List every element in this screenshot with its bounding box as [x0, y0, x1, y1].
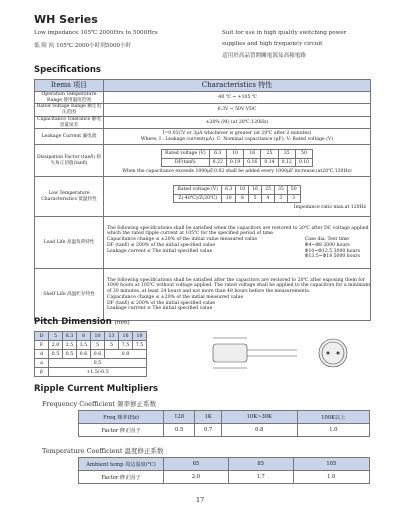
table-cell: 0.5: [164, 424, 195, 437]
table-cell: 3.5: [77, 341, 91, 350]
table-cell: 16: [244, 149, 261, 158]
table-cell: 8: [236, 194, 249, 203]
table-cell: 1K: [195, 411, 222, 424]
load-life-text: The following specifications shall be satisfied when the capacitors are restored to 20℃ after DC voltage applied which the rated ripple current at 105℃ for the specified period of time.: [107, 225, 369, 237]
col-items: Items 项目: [35, 80, 104, 92]
pitch-heading-text: Pitch Dimension: [34, 317, 112, 327]
tagline-right-2: supplies and high frequency circuit: [222, 41, 323, 47]
leakage-cell: [104, 129, 371, 145]
table-cell: 7.5: [133, 341, 147, 350]
table-cell: 18: [133, 332, 147, 341]
load-life-cell: [104, 217, 371, 269]
spec-item: Load Life 高温负荷特性: [35, 217, 104, 269]
table-cell: Rated voltage (V): [174, 185, 222, 194]
table-cell: 7.5: [119, 341, 133, 350]
table-cell: 5: [49, 332, 63, 341]
tagline-left-1: Low impedance 105℃ 2000Hrs to 5000Hrs: [34, 30, 158, 36]
table-cell: 65: [164, 458, 229, 471]
spec-item: Dissipation Factor (tanδ) 损失角正切值(tanδ): [35, 145, 104, 177]
table-cell: 50: [287, 185, 300, 194]
temperature-coefficient-title: Temperature Coefficient 温度修正系数: [42, 447, 164, 455]
table-cell: +1.5/-0.5: [49, 368, 147, 377]
dissipation-cell: [104, 145, 371, 177]
table-cell: 3: [274, 194, 287, 203]
table-cell: Rated voltage (V): [161, 149, 209, 158]
table-cell: 2.5: [63, 341, 77, 350]
table-cell: 5: [249, 194, 262, 203]
table-cell: 0.6: [77, 350, 91, 359]
frequency-table: [78, 410, 370, 437]
lead-dot: [337, 352, 339, 354]
criterion: DF (tanδ) ≤ 200% of the initial specified value: [107, 242, 216, 248]
table-cell: 0.10: [295, 158, 312, 167]
pitch-table: [34, 331, 147, 377]
criterion: Capacitance change ≤ ±20% of the initial value measured value: [107, 237, 258, 243]
table-cell: 16: [249, 185, 262, 194]
table-cell: 10: [236, 185, 249, 194]
table-cell: 1.0: [293, 471, 369, 484]
dissipation-note: When the capacitance exceeds 1000μF,0.02 shall be added every 1000μF increase.(at20℃,120Hz): [122, 169, 352, 175]
table-cell: 0.8: [221, 424, 297, 437]
pitch-heading: [34, 317, 130, 327]
load-life-test-times: [305, 237, 370, 260]
lead-dot: [327, 352, 329, 354]
capacitor-end-view: [319, 339, 347, 367]
table-cell: 5: [105, 341, 119, 350]
table-cell: 13: [105, 332, 119, 341]
table-cell: 8: [77, 332, 91, 341]
tagline-right-3: 适用於高品質開關電源及高頻電路: [222, 53, 306, 59]
table-cell: 1.7: [228, 471, 293, 484]
table-cell: 0.5: [63, 350, 77, 359]
page-number: 17: [196, 496, 205, 504]
table-cell: 10K~30K: [221, 411, 297, 424]
spec-value: -40 ℃ ~ +105 ℃: [104, 92, 371, 104]
spec-value: ±20% (M) (at 20℃,120Hz): [104, 116, 371, 128]
table-cell: Z(-40℃)/Z(20℃): [174, 194, 222, 203]
capacitor-body: [213, 344, 247, 362]
series-title: WH Series: [34, 13, 98, 26]
table-cell: Ambient temp 周边温度(℃): [79, 458, 164, 471]
low-temp-note: Impedance ratio max.at 120Hz: [293, 205, 366, 211]
criterion: Leakage current ≤ The initial specified value: [107, 306, 213, 312]
table-cell: 4: [262, 194, 275, 203]
table-cell: 100K以上: [297, 411, 369, 424]
table-cell: 6.3: [209, 149, 226, 158]
table-cell: 0.8: [105, 350, 147, 359]
dissipation-table: [161, 149, 313, 167]
tagline-right-1: Suit for use in high quality switching power: [222, 30, 347, 36]
table-cell: 6.3: [63, 332, 77, 341]
spec-item: Capacitance Tolerance 静电容量误差: [35, 116, 104, 128]
specifications-table: [34, 79, 371, 321]
ripple-heading: Ripple Current Multipliers: [34, 384, 159, 394]
spec-value: I=0.01CV or 3μA whichever is greater (at 20℃ after 2 minutes): [162, 131, 312, 137]
table-cell: 0.5: [49, 359, 147, 368]
criterion: Capacitance change ≤ ±20% of the initial measured value: [107, 294, 244, 300]
test-time: Case dia. Test time: [304, 237, 350, 243]
table-cell: 0.7: [195, 424, 222, 437]
test-time: Φ4~Φ8 2000 hours: [304, 242, 350, 248]
col-characteristics: Characteristics 特性: [104, 80, 371, 92]
table-cell: 0.14: [261, 158, 278, 167]
capacitor-drawing: [205, 334, 365, 376]
table-cell: 16: [119, 332, 133, 341]
spec-item: Leakage Current 漏电流: [35, 129, 104, 145]
table-cell: 0.12: [278, 158, 295, 167]
spec-value-note: Where, I : Leakage current(μA), C: Nominal capacitance (μF), V: Rated voltage (V): [140, 136, 334, 142]
tagline-left-2: 低 阻 抗 105℃ 2000小时到5000小时: [34, 43, 132, 49]
table-cell: 25: [261, 149, 278, 158]
table-cell: 3: [287, 194, 300, 203]
table-cell: 85: [228, 458, 293, 471]
spec-item: Low Temperature Characteristics 低温特性: [35, 177, 104, 217]
table-cell: a: [35, 359, 49, 368]
test-time: Φ13.5~Φ18 5000 hours: [304, 254, 360, 260]
test-time: Φ10~Φ12.5 3000 hours: [304, 248, 360, 254]
table-cell: 0.19: [226, 158, 243, 167]
shelf-life-text: The following specifications shall be satisfied after the capacitors are restored to 20℃ after exposing them for 1000 hours at 105℃ without voltage applied. The rated voltage shall be applied to the capacitors for a minimum of 30 minutes, at least 24 hours and not more than 48 hours before the measurements.: [107, 277, 371, 295]
table-cell: 35: [278, 149, 295, 158]
spec-item: Operation Temperature Range 使用温度范围: [35, 92, 104, 104]
table-cell: DF(tanδ): [161, 158, 209, 167]
table-cell: D: [35, 332, 49, 341]
load-life-details: [107, 237, 370, 260]
spec-item: Rated Voltage Range 额定电压范围: [35, 104, 104, 116]
table-cell: 50: [295, 149, 312, 158]
table-cell: 5: [91, 341, 105, 350]
table-cell: 0.6: [91, 350, 105, 359]
criterion: DF (tanδ) ≤ 200% of the initial specified value: [107, 300, 216, 306]
table-cell: 2.0: [49, 341, 63, 350]
table-cell: d: [35, 350, 49, 359]
table-cell: 6.3: [222, 185, 236, 194]
table-cell: 35: [274, 185, 287, 194]
table-cell: Factor 修正因子: [79, 471, 164, 484]
spec-item: Shelf Life 高温贮存特性: [35, 269, 104, 321]
table-cell: 25: [262, 185, 275, 194]
table-cell: β: [35, 368, 49, 377]
table-cell: 10: [226, 149, 243, 158]
table-cell: 1.0: [297, 424, 369, 437]
table-cell: 0.5: [49, 350, 63, 359]
table-cell: 10: [91, 332, 105, 341]
criterion: Leakage current ≤ The initial specified value: [107, 248, 213, 254]
table-cell: 120: [164, 411, 195, 424]
table-cell: Freq 频率(Hz): [79, 411, 164, 424]
table-cell: 0.22: [209, 158, 226, 167]
frequency-coefficient-title: Frequency Coefficient 频率修正系数: [42, 400, 157, 408]
table-cell: Factor 修正因子: [79, 424, 164, 437]
low-temp-cell: [104, 177, 371, 217]
pitch-unit: (mm): [114, 320, 130, 326]
temperature-table: [78, 457, 370, 484]
table-cell: 0.16: [244, 158, 261, 167]
table-cell: 105: [293, 458, 369, 471]
table-cell: F: [35, 341, 49, 350]
shelf-life-cell: [104, 269, 371, 321]
table-cell: 2.0: [164, 471, 229, 484]
spec-value: 6.3V ~ 50V VDC: [104, 104, 371, 116]
load-life-criteria: [107, 237, 257, 260]
table-cell: 10: [222, 194, 236, 203]
specifications-heading: Specifications: [34, 65, 101, 75]
low-temp-table: [173, 185, 300, 203]
